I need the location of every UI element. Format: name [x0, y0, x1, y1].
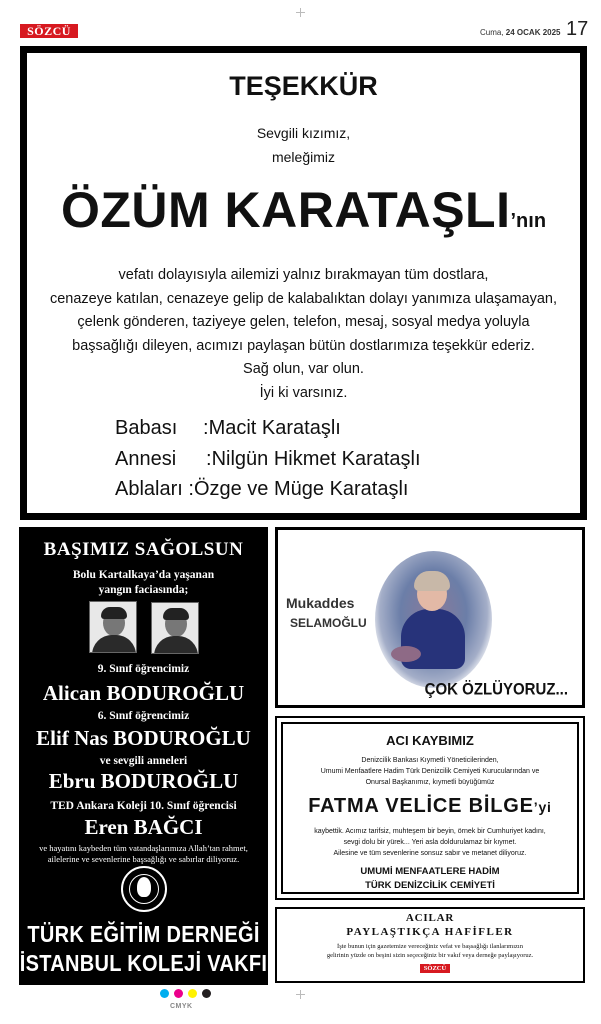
promo-title: ACILAR: [405, 912, 455, 924]
promo-line: İşte bunun için gazetemize vereceğiniz vefat ve başsağlığı ilanlarımızın: [337, 943, 523, 950]
loss-line: kaybettik. Acımız tarifsiz, muhteşem bir beyin, örnek bir Cumhuriyet kadını,: [314, 828, 546, 835]
ad-headline: BAŞIMIZ SAĞOLSUN: [43, 539, 244, 560]
ad-title: TEŞEKKÜR: [229, 71, 378, 101]
promo-text: [287, 942, 573, 960]
thank-you-ad: [20, 46, 587, 520]
color-registration-marks: [160, 989, 220, 1019]
memorial-message: ÇOK ÖZLÜYORUZ...: [424, 680, 568, 699]
student-photo: [89, 601, 137, 653]
mother-intro: ve sevgili anneleri: [99, 755, 188, 767]
cmyk-label: CMYK: [170, 1003, 193, 1010]
loss-announcement: [275, 716, 585, 900]
family-role: Ablaları: [115, 478, 183, 500]
body-line: çelenk gönderen, taziyeye gelen, telefon, mesaj, sosyal medya yoluyla: [77, 314, 530, 330]
promo-subtitle: PAYLAŞTIKÇA HAFİFLER: [346, 926, 514, 938]
loss-line: sevgi dolu bir yürek... Yeri asla doldurulamaz bir kıymet.: [343, 839, 517, 846]
family-row: [115, 474, 421, 505]
loss-line: Ailesine ve tüm sevenlerine sonsuz sabır ve metanet diliyoruz.: [333, 850, 527, 857]
grade-line: TED Ankara Koleji 10. Sınıf öğrencisi: [50, 800, 237, 812]
magenta-dot: [174, 989, 183, 998]
family-role: Babası: [115, 417, 178, 439]
association-emblem-icon: [121, 866, 167, 912]
crop-mark-icon: [296, 8, 305, 17]
memorial-ad: [275, 527, 585, 708]
student-photo: [151, 602, 199, 654]
condolence-ad-black: [19, 527, 268, 985]
student-name: Alican BODUROĞLU: [42, 681, 245, 705]
family-sep: :: [203, 417, 209, 439]
crop-mark-icon: [296, 990, 305, 999]
loss-line: Umumi Menfaatlere Hadim Türk Denizcilik Cemiyeti Kurucularından ve: [320, 768, 540, 775]
black-dot: [202, 989, 211, 998]
issue-date: [480, 28, 561, 37]
grade-line: 9. Sınıf öğrencimiz: [97, 663, 190, 675]
family-role: Annesi: [115, 447, 177, 470]
page-header: [0, 0, 601, 44]
body-line: cenazeye katılan, cenazeye gelip de kalabalıktan dolayı yanımıza ulaşamayan,: [49, 290, 557, 307]
newspaper-logo[interactable]: SÖZCÜ: [20, 24, 78, 38]
grade-line: 6. Sınıf öğrencimiz: [97, 710, 190, 722]
association-name: TÜRK EĞİTİM DERNEĞİ: [27, 922, 260, 948]
date-value: 24 OCAK 2025: [505, 28, 561, 37]
sozcu-promo: [275, 907, 585, 983]
intro-line: meleğimiz: [271, 149, 335, 165]
loss-line: Onursal Başkanımız, kıymetli büyüğümüz: [365, 779, 495, 786]
body-line: başsağlığı dileyen, acımızı paylaşan bütün dostlarımıza teşekkür ederiz.: [72, 337, 535, 354]
student-name: Elif Nas BODUROĞLU: [36, 726, 251, 750]
inner-border: [281, 722, 579, 894]
deceased-name-text: FATMA VELİCE BİLGE: [308, 795, 534, 817]
family-list: [115, 413, 421, 505]
memorial-first-name: Mukaddes: [286, 595, 355, 611]
family-sep: :: [188, 478, 194, 500]
body-line: vefatı dolayısıyla ailemizi yalnız bırakmayan tüm dostlara,: [118, 267, 489, 283]
body-line: İyi ki varsınız.: [259, 384, 348, 401]
loss-line: Denizcilik Bankası Kıymetli Yöneticilerinden,: [361, 757, 499, 764]
org-name: UMUMİ MENFAATLERE HADİM: [360, 866, 500, 877]
yellow-dot: [188, 989, 197, 998]
condolence-text: ailelerine ve sevenlerine başsağlığı ve sabırlar diliyoruz.: [47, 854, 240, 864]
name-suffix: ’nın: [510, 210, 547, 232]
name-suffix: ’yi: [533, 799, 552, 815]
intro-line: Sevgili kızımız,: [256, 125, 351, 141]
mother-name: Ebru BODUROĞLU: [48, 769, 239, 793]
family-name: Nilgün Hikmet Karataşlı: [211, 447, 421, 470]
cyan-dot: [160, 989, 169, 998]
foundation-name: İSTANBUL KOLEJİ VAKFI: [19, 951, 268, 977]
deceased-name: [283, 795, 577, 818]
family-row: [115, 413, 421, 444]
student-name: Eren BAĞCI: [84, 815, 203, 839]
newspaper-logo[interactable]: SÖZCÜ: [420, 964, 450, 973]
family-row: [115, 444, 421, 475]
family-sep: :: [206, 447, 212, 470]
family-name: Macit Karataşlı: [208, 417, 341, 439]
memorial-last-name: SELAMOĞLU: [290, 616, 367, 630]
deceased-name-text: ÖZÜM KARATAŞLI: [60, 182, 511, 238]
family-name: Özge ve Müge Karataşlı: [193, 478, 409, 500]
condolence-text: ve hayatını kaybeden tüm vatandaşlarımıza Allah’tan rahmet,: [39, 843, 248, 853]
ad-body: [27, 264, 580, 405]
ad-line: Bolu Kartalkaya’da yaşanan: [72, 569, 215, 581]
ad-line: yangın faciasında;: [98, 584, 189, 596]
body-line: Sağ olun, var olun.: [243, 361, 364, 377]
deceased-name: [27, 181, 580, 239]
memorial-portrait: [375, 551, 492, 688]
page-number: 17: [566, 18, 589, 40]
date-day: Cuma,: [480, 28, 504, 37]
loss-heading: ACI KAYBIMIZ: [386, 733, 474, 748]
promo-line: gelirinin yüzde on beşini sizin seçeceğiniz bir vakıf veya derneğe paylaşıyoruz.: [326, 952, 534, 959]
org-name: TÜRK DENİZCİLİK CEMİYETİ: [365, 880, 495, 891]
